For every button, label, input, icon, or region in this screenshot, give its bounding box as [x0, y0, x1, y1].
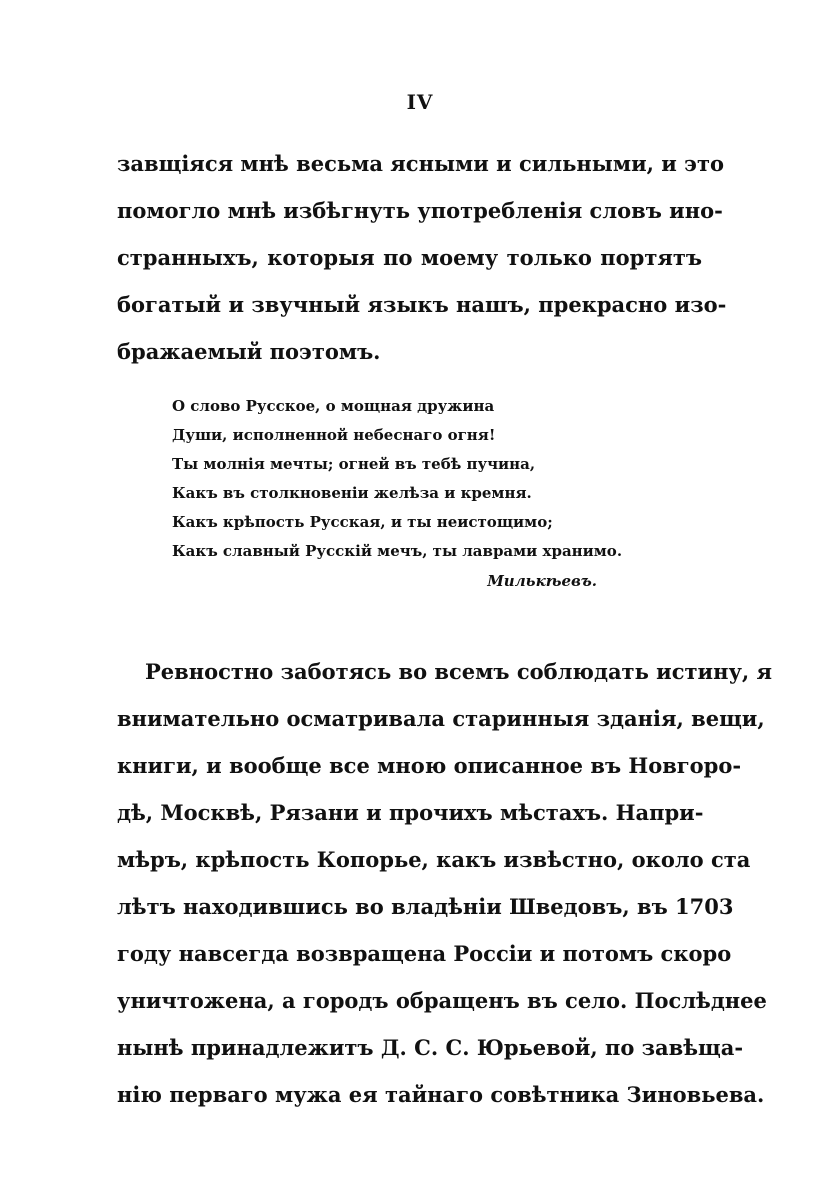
poem-verse: Какъ славный Русскій мечъ, ты лаврами хранимо. [172, 542, 623, 560]
text-line: мѣръ, крѣпость Копорье, какъ извѣстно, около ста [117, 847, 751, 872]
poem-attribution: Милькѣевъ. [487, 572, 597, 590]
text-line: нію перваго мужа ея тайнаго совѣтника Зиновьева. [117, 1082, 765, 1107]
paragraph-main [117, 648, 773, 1118]
text-line: помогло мнѣ избѣгнуть употребленія словъ ино- [117, 198, 723, 223]
paragraph-continued [117, 140, 727, 375]
text-line: бражаемый поэтомъ. [117, 339, 381, 364]
page-number: IV [406, 90, 434, 114]
text-line: странныхъ, которыя по моему только портятъ [117, 245, 702, 270]
text-line: году навсегда возвращена Россіи и потомъ скоро [117, 941, 732, 966]
poem-verse: О слово Русское, о мощная дружина [172, 397, 495, 415]
poem-verse: Какъ крѣпость Русская, и ты неистощимо; [172, 513, 553, 531]
text-line: лѣтъ находившись во владѣніи Шведовъ, въ 1703 [117, 894, 734, 919]
text-line: Ревностно заботясь во всемъ соблюдать истину, я [145, 659, 773, 684]
text-line: уничтожена, а городъ обращенъ въ село. Послѣднее [117, 988, 767, 1013]
text-line: внимательно осматривала старинныя зданія, вещи, [117, 706, 765, 731]
text-line: богатый и звучный языкъ нашъ, прекрасно изо- [117, 292, 727, 317]
text-line: завщіяся мнѣ весьма ясными и сильными, и это [117, 151, 724, 176]
text-line: нынѣ принадлежитъ Д. С. С. Юрьевой, по завѣща- [117, 1035, 744, 1060]
poem-verse: Ты молнія мечты; огней въ тебѣ пучина, [172, 455, 536, 473]
text-line: книги, и вообще все мною описанное въ Новгоро- [117, 753, 742, 778]
text-line: дѣ, Москвѣ, Рязани и прочихъ мѣстахъ. Напри- [117, 800, 704, 825]
poem-verse: Души, исполненной небеснаго огня! [172, 426, 496, 444]
poem-quote [172, 392, 642, 596]
poem-verse: Какъ въ столкновеніи желѣза и кремня. [172, 484, 532, 502]
